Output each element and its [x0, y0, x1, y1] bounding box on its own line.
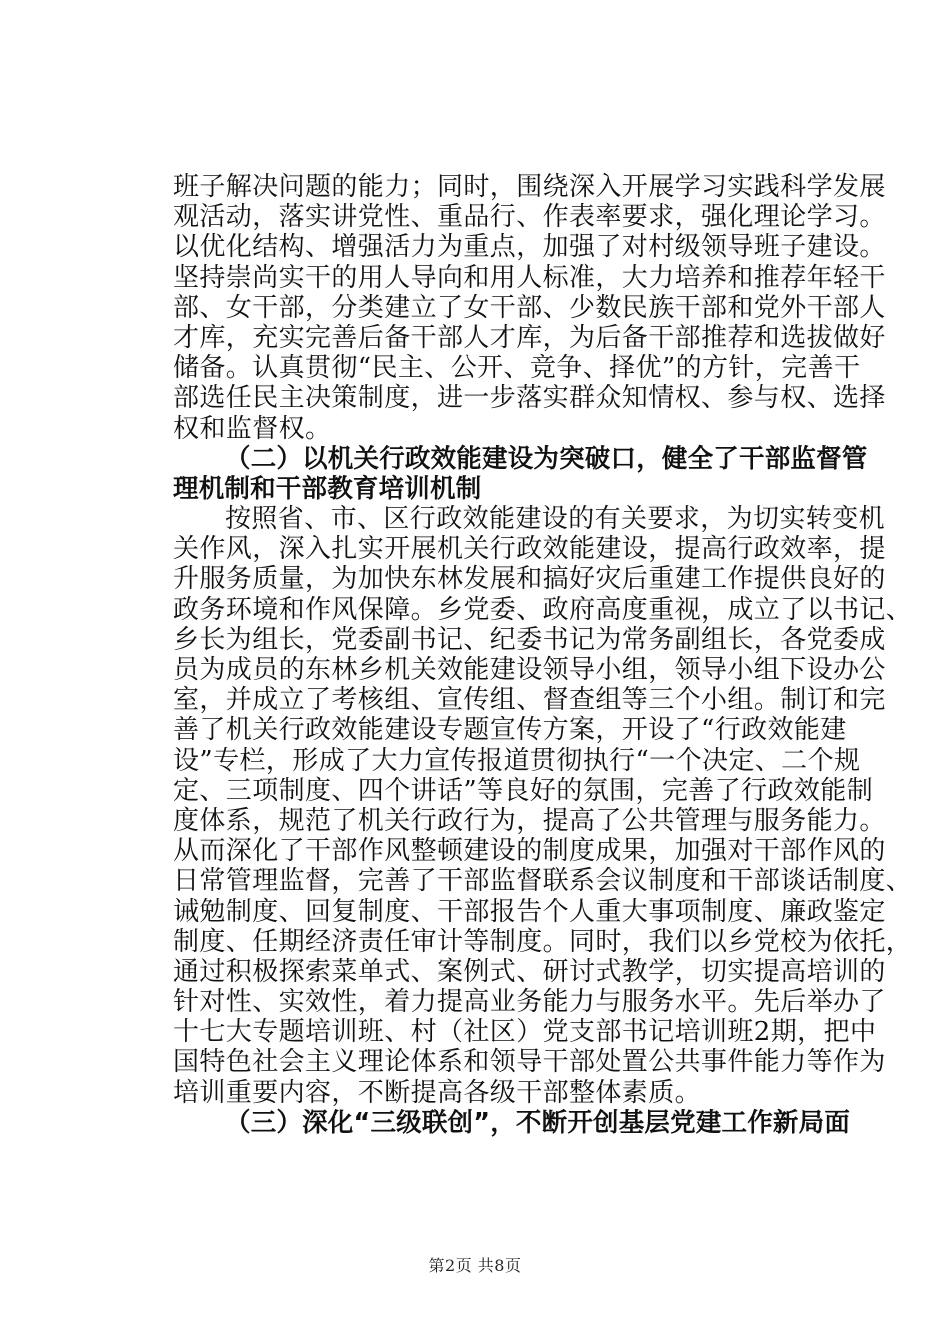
text-line: 以优化结构、增强活力为重点，加强了对村级领导班子建设。 — [173, 232, 886, 263]
text-line: 设”专栏，形成了大力宣传报道贯彻执行“一个决定、二个规 — [173, 745, 861, 776]
text-line: 国特色社会主义理论体系和领导干部处置公共事件能力等作为 — [173, 1047, 886, 1078]
text-line: 培训重要内容，不断提高各级干部整体素质。 — [173, 1077, 702, 1108]
text-line: 从而深化了干部作风整顿建设的制度成果，加强对干部作风的 — [173, 836, 886, 867]
text-line: 善了机关行政效能建设专题宣传方案，开设了“行政效能建 — [173, 715, 847, 746]
text-line: 针对性、实效性，着力提高业务能力与服务水平。先后举办了 — [173, 987, 886, 1018]
section-heading-3: （三）深化“三级联创”，不断开创基层党建工作新局面 — [225, 1107, 851, 1138]
text-line: 部、女干部，分类建立了女干部、少数民族干部和党外干部人 — [173, 292, 886, 323]
section-heading-2: （二）以机关行政效能建设为突破口，健全了干部监督管 — [225, 443, 868, 474]
text-line: 定、三项制度、四个讲话”等良好的氛围，完善了行政效能制 — [173, 775, 874, 806]
text-line: 部选任民主决策制度，进一步落实群众知情权、参与权、选择 — [173, 383, 886, 414]
text-line: 储备。认真贯彻“民主、公开、竞争、择优”的方针，完善干 — [173, 353, 861, 384]
document-body — [173, 172, 913, 1138]
text-line: 观活动，落实讲党性、重品行、作表率要求，强化理论学习。 — [173, 202, 886, 233]
text-line: 权和监督权。 — [173, 413, 332, 444]
paragraph-start: 按照省、市、区行政效能建设的有关要求，为切实转变机 — [225, 504, 886, 535]
text-line: 日常管理监督，完善了干部监督联系会议制度和干部谈话制度、 — [173, 866, 913, 897]
section-heading-2-cont: 理机制和干部教育培训机制 — [173, 473, 482, 504]
page-footer: 第2页 共8页 — [428, 1256, 522, 1275]
text-line: 通过积极探索菜单式、案例式、研讨式教学，切实提高培训的 — [173, 956, 886, 987]
text-line: 班子解决问题的能力；同时，围绕深入开展学习实践科学发展 — [173, 172, 886, 202]
text-line: 关作风，深入扎实开展机关行政效能建设，提高行政效率，提 — [173, 534, 886, 565]
text-line: 政务环境和作风保障。乡党委、政府高度重视，成立了以书记、 — [173, 594, 913, 625]
text-line: 室，并成立了考核组、宣传组、督查组等三个小组。制订和完 — [173, 685, 886, 716]
text-line: 才库，充实完善后备干部人才库，为后备干部推荐和选拔做好 — [173, 322, 886, 353]
text-line: 乡长为组长，党委副书记、纪委书记为常务副组长，各党委成 — [173, 624, 886, 655]
text-line: 诫勉制度、回复制度、干部报告个人重大事项制度、廉政鉴定 — [173, 896, 886, 927]
text-line: 升服务质量，为加快东林发展和搞好灾后重建工作提供良好的 — [173, 564, 886, 595]
text-line: 度体系，规范了机关行政行为，提高了公共管理与服务能力。 — [173, 805, 886, 836]
text-line: 十七大专题培训班、村（社区）党支部书记培训班2期，把中 — [173, 1017, 877, 1048]
text-line: 制度、任期经济责任审计等制度。同时，我们以乡党校为依托， — [173, 926, 913, 957]
text-line: 坚持崇尚实干的用人导向和用人标准，大力培养和推荐年轻干 — [173, 262, 886, 293]
text-line: 员为成员的东林乡机关效能建设领导小组，领导小组下设办公 — [173, 655, 886, 685]
